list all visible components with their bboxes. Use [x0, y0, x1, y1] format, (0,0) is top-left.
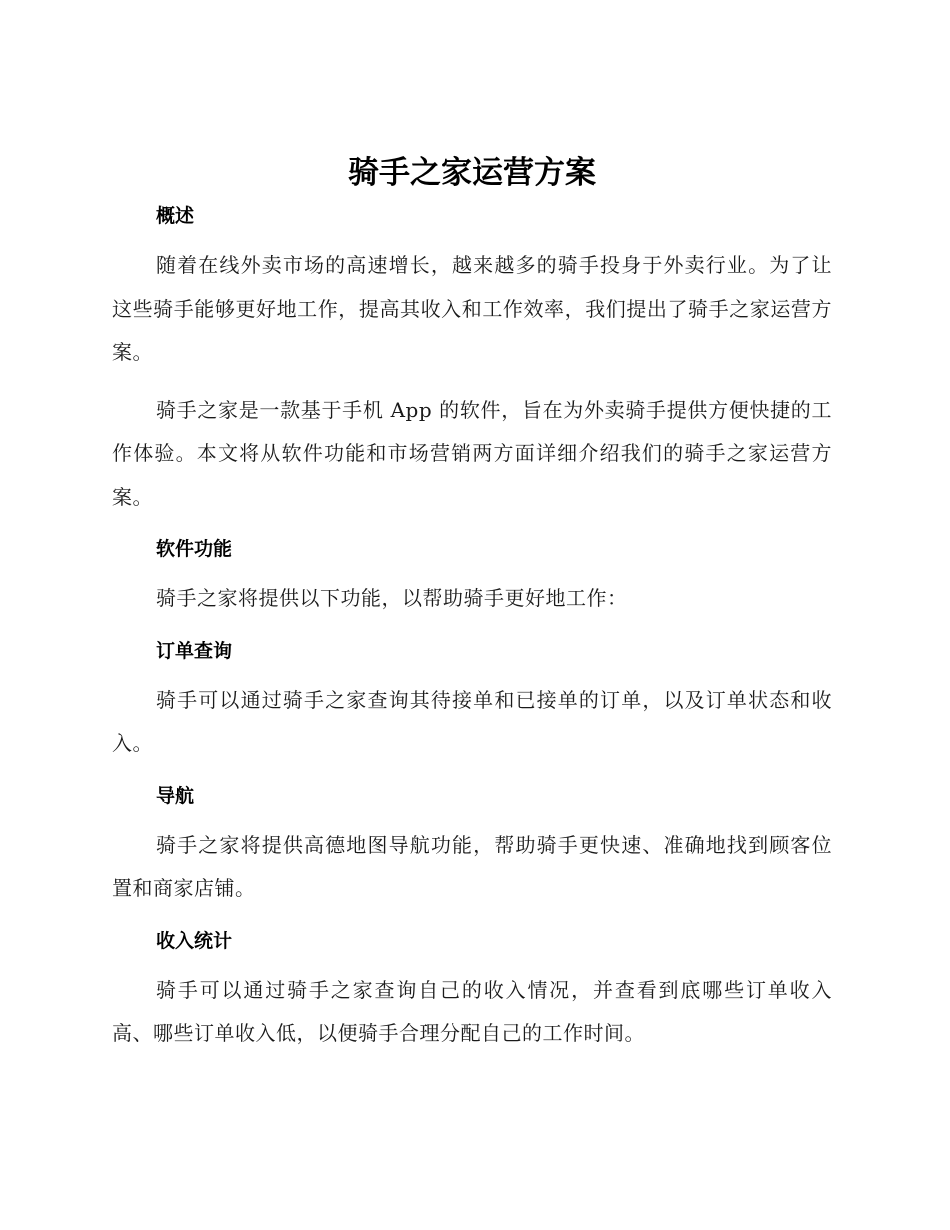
- section-heading-navigation: 导航: [156, 784, 195, 807]
- navigation-paragraph: 骑手之家将提供高德地图导航功能，帮助骑手更快速、准确地找到顾客位置和商家店铺。: [112, 832, 832, 900]
- income-paragraph: 骑手可以通过骑手之家查询自己的收入情况，并查看到底哪些订单收入高、哪些订单收入低，以便骑手合理分配自己的工作时间。: [112, 977, 832, 1045]
- document-page: [112, 150, 832, 1056]
- section-heading-orders: 订单查询: [156, 639, 233, 662]
- section-heading-features: 软件功能: [156, 538, 233, 560]
- section-heading-overview: 概述: [156, 205, 195, 227]
- section-heading-income: 收入统计: [156, 929, 233, 952]
- overview-paragraph-1: 随着在线外卖市场的高速增长，越来越多的骑手投身于外卖行业。为了让这些骑手能够更好地工作，提高其收入和工作效率，我们提出了骑手之家运营方案。: [112, 253, 832, 364]
- orders-paragraph: 骑手可以通过骑手之家查询其待接单和已接单的订单，以及订单状态和收入。: [112, 687, 832, 755]
- features-paragraph: 骑手之家将提供以下功能，以帮助骑手更好地工作：: [156, 586, 628, 610]
- document-title: 骑手之家运营方案: [348, 155, 596, 191]
- overview-paragraph-2: 骑手之家是一款基于手机 App 的软件，旨在为外卖骑手提供方便快捷的工作体验。本文将从软件功能和市场营销两方面详细介绍我们的骑手之家运营方案。: [112, 397, 832, 509]
